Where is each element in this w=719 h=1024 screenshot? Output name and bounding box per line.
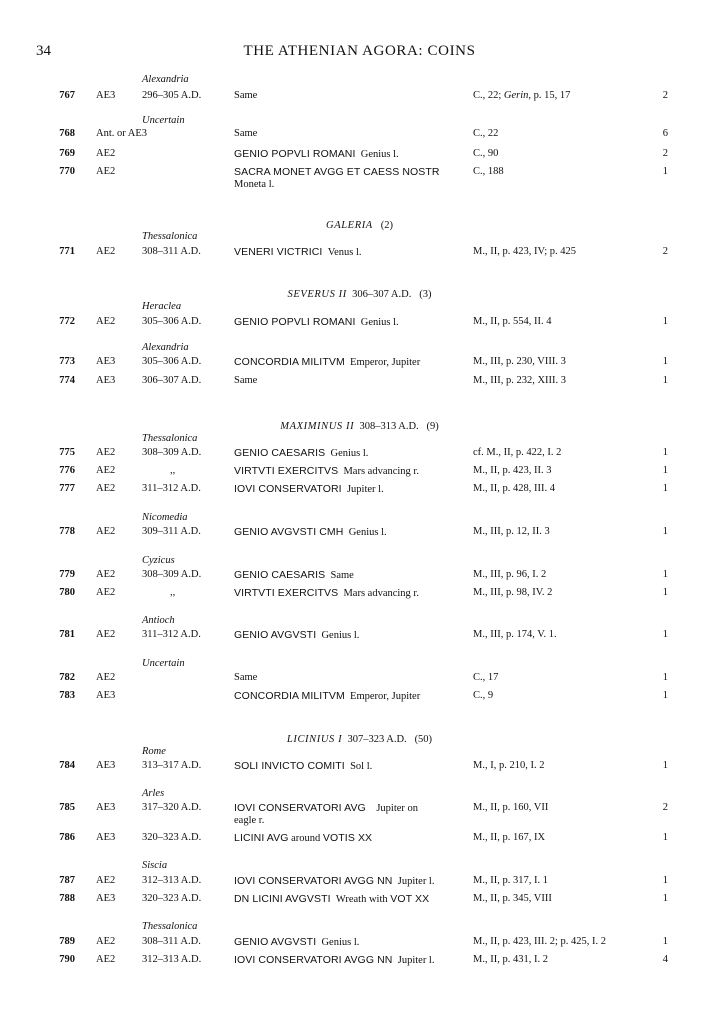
specimen-count: 1 <box>662 483 668 494</box>
mint-label: Heraclea <box>142 301 182 312</box>
specimen-count: 2 <box>662 148 668 159</box>
date-range: 296–305 A.D. <box>142 90 202 101</box>
coin-legend: CONCORDIA MILITVM <box>234 690 345 702</box>
catalogue-entry <box>0 315 719 331</box>
denomination: AE2 <box>96 483 116 494</box>
denomination: AE3 <box>96 90 116 101</box>
date-range: 312–313 A.D. <box>142 954 202 965</box>
specimen-count: 2 <box>662 90 668 101</box>
date-range: 305–306 A.D. <box>142 356 202 367</box>
entry-number: 772 <box>59 316 75 327</box>
specimen-count: 1 <box>662 526 668 537</box>
date-range: 305–306 A.D. <box>142 316 202 327</box>
date-range: 312–313 A.D. <box>142 875 202 886</box>
denomination: AE2 <box>96 148 116 159</box>
coin-legend: SOLI INVICTO COMITI <box>234 760 345 772</box>
denomination: AE2 <box>96 954 116 965</box>
catalogue-entry <box>0 759 719 775</box>
coin-legend: GENIO POPVLI ROMANI <box>234 148 356 160</box>
description: CONCORDIA MILITVM Emperor, Jupiter <box>234 356 421 368</box>
reference: C., 90 <box>473 148 499 159</box>
entry-number: 781 <box>59 629 75 640</box>
description: VIRTVTI EXERCITVS Mars advancing r. <box>234 465 419 477</box>
catalogue-entry <box>0 801 719 817</box>
specimen-count: 1 <box>662 672 668 683</box>
reference: M., II, p. 428, III. 4 <box>473 483 555 494</box>
reference: M., III, p. 98, IV. 2 <box>473 587 553 598</box>
coin-legend: IOVI CONSERVATORI AVG <box>234 802 366 814</box>
entry-number: 774 <box>59 375 75 386</box>
description: IOVI CONSERVATORI AVGG NN Jupiter l. <box>234 954 435 966</box>
denomination: AE2 <box>96 246 116 257</box>
specimen-count: 1 <box>662 166 668 177</box>
entry-number: 768 <box>59 128 75 139</box>
entry-number: 784 <box>59 760 75 771</box>
catalogue-entry <box>0 127 719 143</box>
page-number: 34 <box>36 43 51 59</box>
entry-number: 771 <box>59 246 75 257</box>
specimen-count: 1 <box>662 316 668 327</box>
specimen-count: 1 <box>662 375 668 386</box>
specimen-count: 6 <box>662 128 668 139</box>
mint-label: Arles <box>142 788 165 799</box>
catalogue-entry <box>0 446 719 462</box>
specimen-count: 1 <box>662 629 668 640</box>
date-range: 320–323 A.D. <box>142 832 202 843</box>
description: LICINI AVG around VOTIS XX <box>234 832 373 844</box>
reference: M., II, p. 423, IV; p. 425 <box>473 246 577 257</box>
catalogue-entry <box>0 628 719 644</box>
coin-legend: VOT XX <box>390 893 430 905</box>
catalogue-entry <box>0 568 719 584</box>
section-heading: LICINIUS I 307–323 A.D. (50) <box>286 734 433 745</box>
catalogue-entry <box>0 482 719 498</box>
description: GENIO POPVLI ROMANI Genius l. <box>234 148 399 160</box>
entry-number: 789 <box>59 936 75 947</box>
catalogue-entry <box>0 147 719 163</box>
description: GENIO AVGVSTI Genius l. <box>234 629 360 641</box>
entry-number: 785 <box>59 802 75 813</box>
date-range: 320–323 A.D. <box>142 893 202 904</box>
specimen-count: 4 <box>662 954 668 965</box>
coin-legend: GENIO AVGVSTI CMH <box>234 526 344 538</box>
entry-number: 787 <box>59 875 75 886</box>
mint-label: Thessalonica <box>142 921 198 932</box>
description: GENIO CAESARIS Genius l. <box>234 447 369 459</box>
date-range: 311–312 A.D. <box>142 629 201 640</box>
reference: M., III, p. 230, VIII. 3 <box>473 356 566 367</box>
catalogue-entry <box>0 89 719 105</box>
reference: M., II, p. 167, IX <box>473 832 546 843</box>
denomination: AE2 <box>96 526 116 537</box>
reference: C., 22 <box>473 128 499 139</box>
reference: M., II, p. 554, II. 4 <box>473 316 552 327</box>
catalogue-entry <box>0 586 719 602</box>
mint-label: Nicomedia <box>142 512 188 523</box>
reference: M., II, p. 423, II. 3 <box>473 465 552 476</box>
description: IOVI CONSERVATORI AVG Jupiter on <box>234 802 419 814</box>
denomination: AE2 <box>96 587 116 598</box>
entry-number: 786 <box>59 832 75 843</box>
coin-legend: VENERI VICTRICI <box>234 246 323 258</box>
reference: M., II, p. 423, III. 2; p. 425, I. 2 <box>473 936 606 947</box>
date-range: 308–311 A.D. <box>142 936 201 947</box>
section-heading: SEVERUS II 306–307 A.D. (3) <box>287 289 432 300</box>
specimen-count: 1 <box>662 875 668 886</box>
description: DN LICINI AVGVSTI Wreath with VOT XX <box>234 893 430 905</box>
denomination: AE3 <box>96 832 116 843</box>
catalogue-entry <box>0 374 719 390</box>
specimen-count: 1 <box>662 587 668 598</box>
reference: cf. M., II, p. 422, I. 2 <box>473 447 562 458</box>
entry-number: 775 <box>59 447 75 458</box>
coin-legend: IOVI CONSERVATORI AVGG NN <box>234 875 393 887</box>
denomination: AE2 <box>96 875 116 886</box>
description: IOVI CONSERVATORI AVGG NN Jupiter l. <box>234 875 435 887</box>
entry-number: 790 <box>59 954 75 965</box>
mint-label: Alexandria <box>142 342 189 353</box>
catalogue-entry <box>0 165 719 181</box>
section-heading: MAXIMINUS II 308–313 A.D. (9) <box>280 421 439 432</box>
specimen-count: 1 <box>662 760 668 771</box>
page-header <box>0 43 719 63</box>
catalogue-entry <box>0 953 719 969</box>
reference: M., II, p. 345, VIII <box>473 893 552 904</box>
mint-label: Uncertain <box>142 115 185 126</box>
description: Same <box>234 672 258 683</box>
entry-number: 779 <box>59 569 75 580</box>
entry-number: 769 <box>59 148 75 159</box>
coin-legend: CONCORDIA MILITVM <box>234 356 345 368</box>
description: CONCORDIA MILITVM Emperor, Jupiter <box>234 690 421 702</box>
date-range: 317–320 A.D. <box>142 802 202 813</box>
coin-legend: IOVI CONSERVATORI <box>234 483 342 495</box>
reference: M., III, p. 12, II. 3 <box>473 526 550 537</box>
date-range: 308–309 A.D. <box>142 569 202 580</box>
date-range: 308–309 A.D. <box>142 447 202 458</box>
specimen-count: 1 <box>662 447 668 458</box>
coin-legend: LICINI AVG <box>234 832 289 844</box>
date-range: 309–311 A.D. <box>142 526 201 537</box>
denomination: AE2 <box>96 569 116 580</box>
coin-legend: IOVI CONSERVATORI AVGG NN <box>234 954 393 966</box>
specimen-count: 2 <box>662 246 668 257</box>
specimen-count: 1 <box>662 936 668 947</box>
entry-number: 788 <box>59 893 75 904</box>
catalogue-entry <box>0 892 719 908</box>
catalogue-entry <box>0 689 719 705</box>
entry-number: 782 <box>59 672 75 683</box>
denomination: AE2 <box>96 166 116 177</box>
description-continued: Moneta l. <box>234 179 275 190</box>
coin-legend: VIRTVTI EXERCITVS <box>234 465 339 477</box>
reference: M., III, p. 96, I. 2 <box>473 569 547 580</box>
page-title: THE ATHENIAN AGORA: COINS <box>243 43 476 59</box>
denomination: AE2 <box>96 936 116 947</box>
description: Same <box>234 375 258 386</box>
reference: C., 188 <box>473 166 504 177</box>
description: VIRTVTI EXERCITVS Mars advancing r. <box>234 587 419 599</box>
date-range: 311–312 A.D. <box>142 483 201 494</box>
reference: C., 17 <box>473 672 499 683</box>
mint-label: Rome <box>142 746 166 757</box>
specimen-count: 1 <box>662 465 668 476</box>
mint-label: Cyzicus <box>142 555 175 566</box>
coin-legend: GENIO POPVLI ROMANI <box>234 316 356 328</box>
section-heading: GALERIA (2) <box>326 220 393 231</box>
denomination: AE3 <box>96 356 116 367</box>
description: SOLI INVICTO COMITI Sol l. <box>234 760 373 772</box>
specimen-count: 1 <box>662 356 668 367</box>
denomination: AE2 <box>96 447 116 458</box>
entry-number: 778 <box>59 526 75 537</box>
catalogue-entry <box>0 831 719 847</box>
description: GENIO AVGVSTI CMH Genius l. <box>234 526 387 538</box>
description: Same <box>234 128 258 139</box>
denomination: AE2 <box>96 465 116 476</box>
reference: M., II, p. 160, VII <box>473 802 549 813</box>
catalogue-entry <box>0 525 719 541</box>
description: VENERI VICTRICI Venus l. <box>234 246 362 258</box>
entry-number: 783 <box>59 690 75 701</box>
entry-number: 780 <box>59 587 75 598</box>
denomination: AE2 <box>96 629 116 640</box>
coin-legend: GENIO AVGVSTI <box>234 629 317 641</box>
reference: M., II, p. 431, I. 2 <box>473 954 548 965</box>
ditto-mark: ,, <box>170 465 176 476</box>
reference: M., III, p. 232, XIII. 3 <box>473 375 567 386</box>
reference: C., 22; Gerin, p. 15, 17 <box>473 90 571 101</box>
coin-legend: GENIO AVGVSTI <box>234 936 317 948</box>
coin-legend: DN LICINI AVGVSTI <box>234 893 331 905</box>
denomination: AE2 <box>96 672 116 683</box>
description: IOVI CONSERVATORI Jupiter l. <box>234 483 384 495</box>
denomination: AE3 <box>96 893 116 904</box>
coin-legend: VOTIS XX <box>322 832 373 844</box>
reference: M., I, p. 210, I. 2 <box>473 760 545 771</box>
date-range: 313–317 A.D. <box>142 760 202 771</box>
specimen-count: 1 <box>662 690 668 701</box>
coin-legend: SACRA MONET AVGG ET CAESS NOSTR <box>234 166 440 178</box>
description: GENIO AVGVSTI Genius l. <box>234 936 360 948</box>
specimen-count: 1 <box>662 893 668 904</box>
coin-legend: VIRTVTI EXERCITVS <box>234 587 339 599</box>
entry-number: 773 <box>59 356 75 367</box>
mint-label: Uncertain <box>142 658 185 669</box>
mint-label: Thessalonica <box>142 433 198 444</box>
catalogue-entry <box>0 245 719 261</box>
entry-number: 770 <box>59 166 75 177</box>
description: Same <box>234 90 258 101</box>
entry-number: 776 <box>59 465 75 476</box>
coin-legend: GENIO CAESARIS <box>234 447 326 459</box>
catalogue-entry <box>0 671 719 687</box>
catalogue-entry <box>0 355 719 371</box>
date-range: 306–307 A.D. <box>142 375 202 386</box>
coin-legend: GENIO CAESARIS <box>234 569 326 581</box>
denomination: AE3 <box>96 802 116 813</box>
denomination: AE3 <box>96 760 116 771</box>
catalogue-entry <box>0 874 719 890</box>
ditto-mark: ,, <box>170 587 176 598</box>
denomination: AE3 <box>96 690 116 701</box>
mint-label: Alexandria <box>142 74 189 85</box>
reference: M., II, p. 317, I. 1 <box>473 875 548 886</box>
reference: C., 9 <box>473 690 494 701</box>
date-range: 308–311 A.D. <box>142 246 201 257</box>
description-continued: eagle r. <box>234 815 265 826</box>
mint-label: Antioch <box>142 615 175 626</box>
denomination: Ant. or AE3 <box>96 128 148 139</box>
specimen-count: 1 <box>662 832 668 843</box>
entry-number: 767 <box>59 90 75 101</box>
entry-number: 777 <box>59 483 75 494</box>
description: GENIO POPVLI ROMANI Genius l. <box>234 316 399 328</box>
catalogue-entry <box>0 464 719 480</box>
denomination: AE2 <box>96 316 116 327</box>
mint-label: Siscia <box>142 860 168 871</box>
denomination: AE3 <box>96 375 116 386</box>
specimen-count: 2 <box>662 802 668 813</box>
description: GENIO CAESARIS Same <box>234 569 354 581</box>
mint-label: Thessalonica <box>142 231 198 242</box>
specimen-count: 1 <box>662 569 668 580</box>
catalogue-entry <box>0 935 719 951</box>
reference: M., III, p. 174, V. 1. <box>473 629 557 640</box>
